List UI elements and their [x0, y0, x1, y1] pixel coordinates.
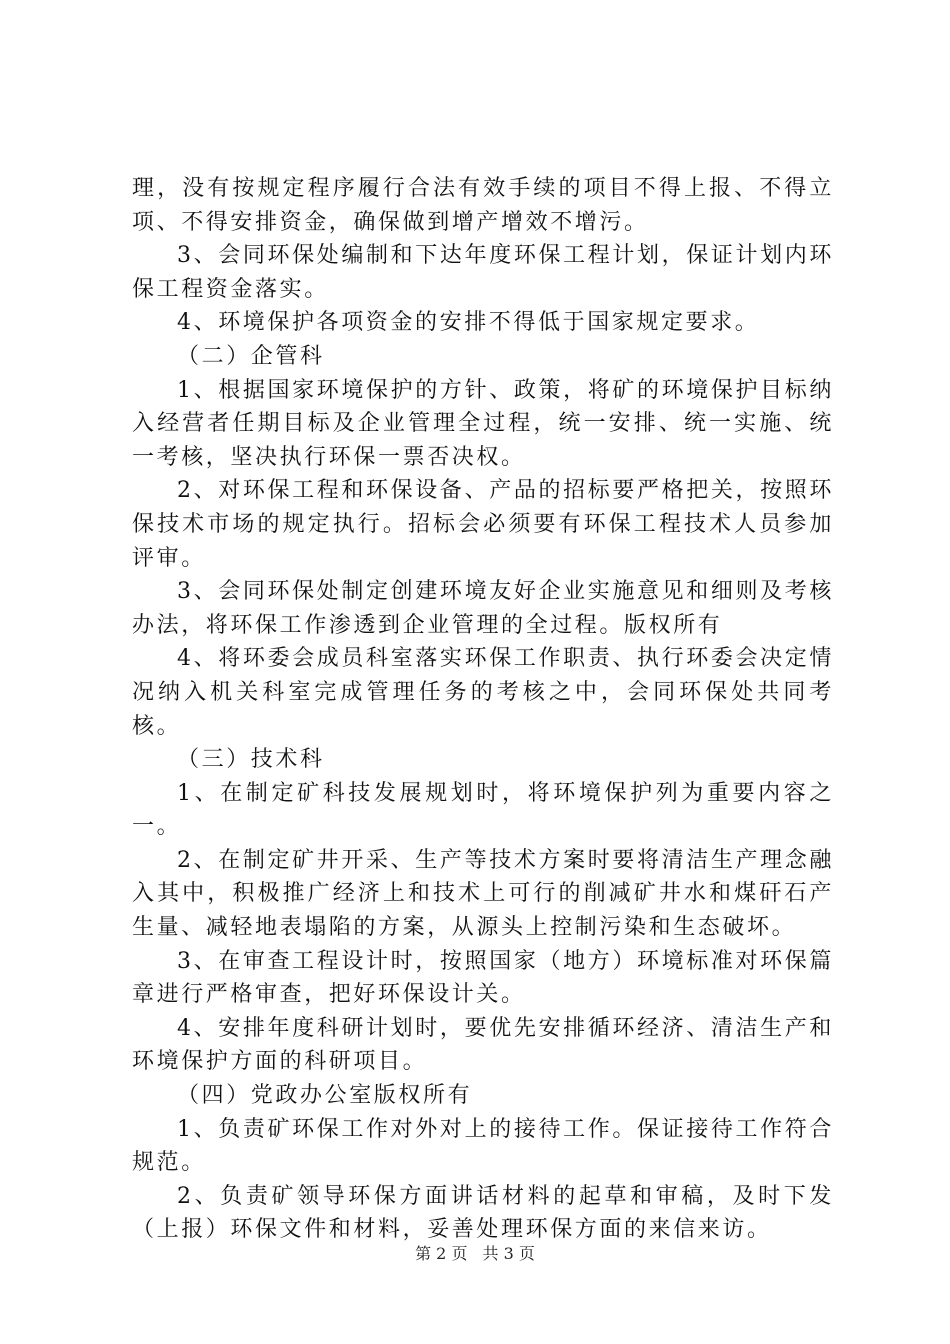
- section-heading: （四）党政办公室版权所有: [177, 1083, 473, 1109]
- section-heading: （三）技术科: [177, 747, 325, 773]
- paragraph: 2、负责矿领导环保方面讲话材料的起草和审稿，及时下发（上报）环保文件和材料，妥善处理环保方面的来信来访。: [132, 1183, 834, 1243]
- paragraph: 4、将环委会成员科室落实环保工作职责、执行环委会决定情况纳入机关科室完成管理任务的考核之中，会同环保处共同考核。: [132, 646, 834, 739]
- paragraph: 理，没有按规定程序履行合法有效手续的项目不得上报、不得立项、不得安排资金，确保做到增产增效不增污。: [132, 176, 834, 235]
- page-number: 第 2 页: [415, 1244, 468, 1263]
- document-body: [132, 172, 834, 1247]
- section-heading: （二）企管科: [177, 343, 325, 369]
- paragraph: 4、环境保护各项资金的安排不得低于国家规定要求。: [177, 310, 760, 336]
- paragraph: 2、在制定矿井开采、生产等技术方案时要将清洁生产理念融入其中，积极推广经济上和技术上可行的削减矿井水和煤矸石产生量、减轻地表塌陷的方案，从源头上控制污染和生态破坏。: [132, 847, 834, 941]
- paragraph: 1、在制定矿科技发展规划时，将环境保护列为重要内容之一。: [132, 780, 834, 840]
- paragraph: 3、在审查工程设计时，按照国家（地方）环境标准对环保篇章进行严格审查，把好环保设计关。: [132, 948, 834, 1008]
- page-total: 共 3 页: [482, 1244, 535, 1263]
- paragraph: 4、安排年度科研计划时，要优先安排循环经济、清洁生产和环境保护方面的科研项目。: [132, 1015, 834, 1075]
- page-footer: [0, 1244, 950, 1264]
- paragraph: 1、根据国家环境保护的方针、政策，将矿的环境保护目标纳入经营者任期目标及企业管理全过程，统一安排、统一实施、统一考核，坚决执行环保一票否决权。: [132, 377, 834, 470]
- paragraph: 3、会同环保处制定创建环境友好企业实施意见和细则及考核办法，将环保工作渗透到企业管理的全过程。版权所有: [132, 579, 834, 638]
- paragraph: 1、负责矿环保工作对外对上的接待工作。保证接待工作符合规范。: [132, 1116, 834, 1176]
- paragraph: 2、对环保工程和环保设备、产品的招标要严格把关，按照环保技术市场的规定执行。招标会必须要有环保工程技术人员参加评审。: [132, 478, 834, 571]
- paragraph: 3、会同环保处编制和下达年度环保工程计划，保证计划内环保工程资金落实。: [132, 243, 834, 302]
